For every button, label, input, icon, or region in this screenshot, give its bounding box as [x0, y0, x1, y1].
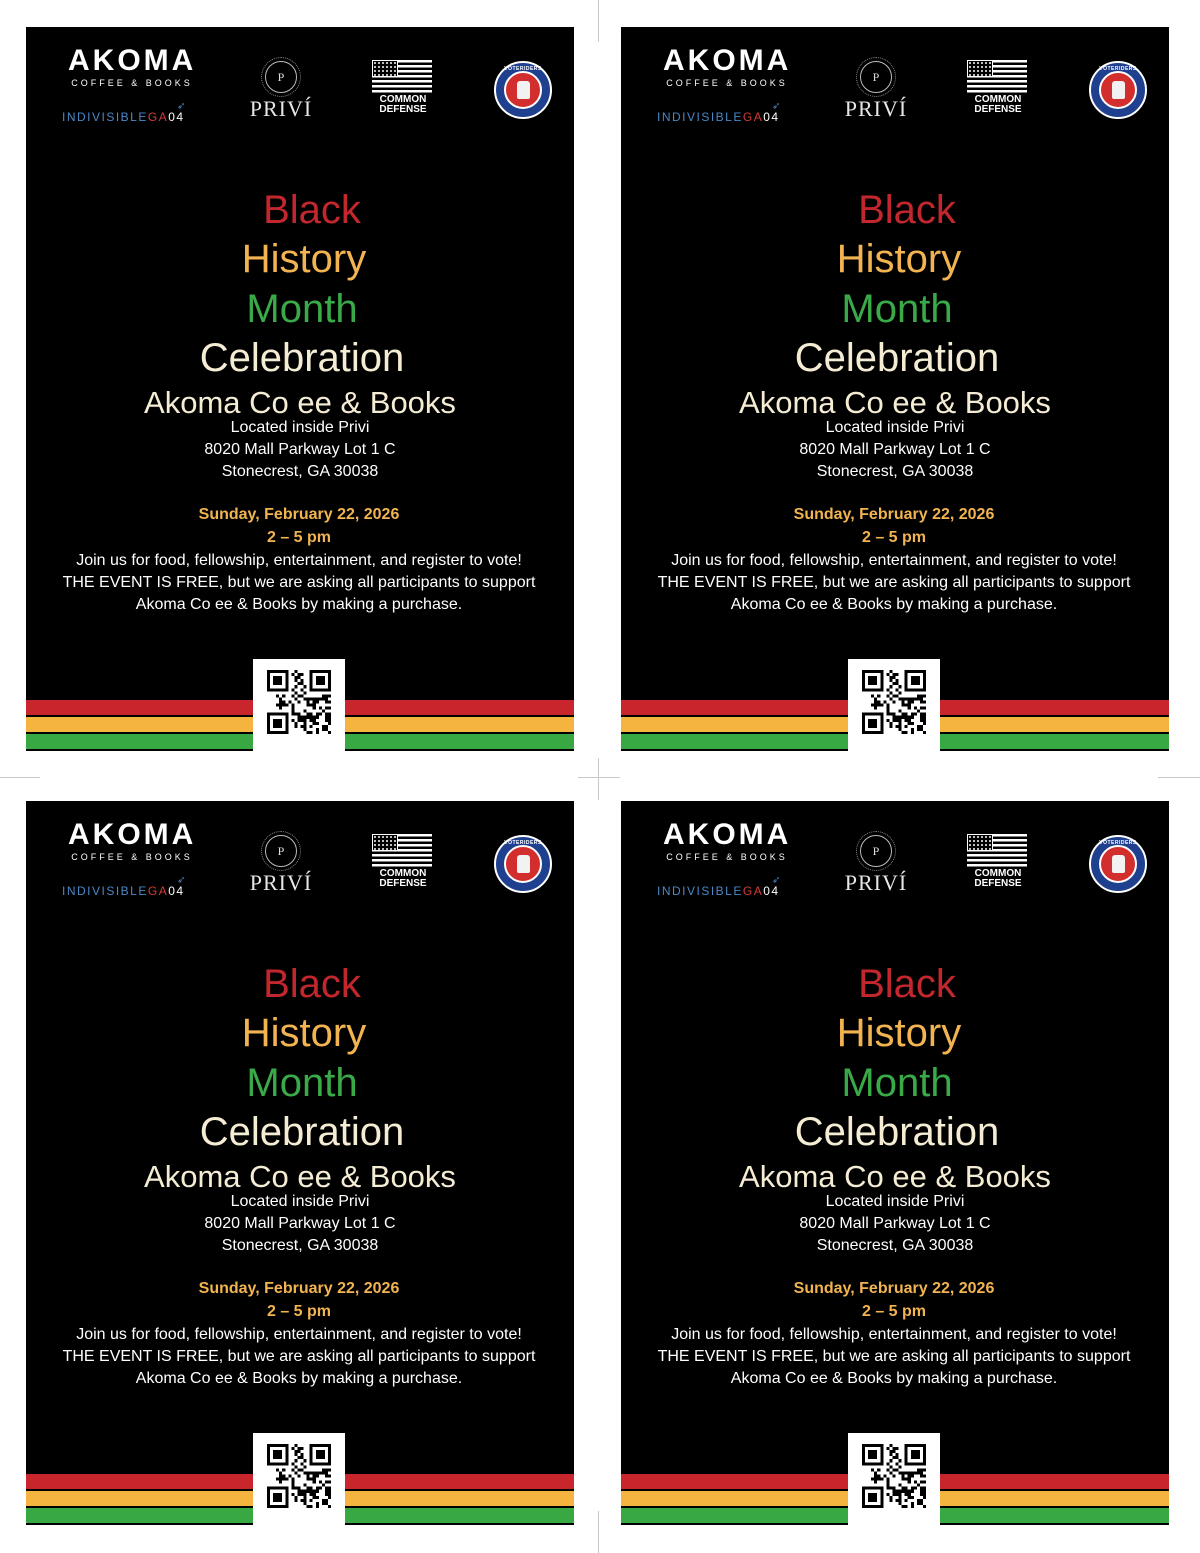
address-line: Located inside Privi [825, 419, 965, 436]
privi-logo-word: PRIVÍ [844, 96, 908, 121]
address-line: Located inside Privi [825, 1193, 965, 1210]
common-defense-logo [967, 834, 1029, 889]
stripe-red [621, 700, 848, 715]
indivisible-ga04-logo [62, 101, 187, 124]
stripe-yellow [940, 1491, 1169, 1506]
crop-mark [598, 1511, 599, 1553]
voteriders-logo [1089, 61, 1147, 119]
indivisible-word: INDIVISIBLE [62, 884, 148, 898]
stripe-red [26, 1474, 253, 1489]
indivisible-num: 04 [763, 884, 780, 898]
address-line: Stonecrest, GA 30038 [221, 463, 379, 480]
crop-mark [0, 777, 40, 778]
raised-fist-icon [517, 81, 530, 99]
hummingbird-icon: ➶ [772, 101, 782, 112]
indivisible-ga: GA [742, 884, 764, 898]
akoma-logo-subtitle: COFFEE & BOOKS [71, 78, 193, 88]
akoma-logo [68, 819, 196, 862]
qr-code[interactable] [848, 659, 940, 751]
event-description-line: Join us for food, fellowship, entertainment, and register to vote! [76, 1326, 522, 1343]
address-line: Located inside Privi [230, 419, 370, 436]
privi-logo [244, 835, 318, 896]
event-date: Sunday, February 22, 2026 [793, 506, 995, 523]
stripe-red [26, 700, 253, 715]
address-line: Stonecrest, GA 30038 [221, 1237, 379, 1254]
event-time: 2 – 5 pm [861, 529, 927, 546]
indivisible-num: 04 [168, 110, 185, 124]
event-date: Sunday, February 22, 2026 [198, 1280, 400, 1297]
akoma-logo-subtitle: COFFEE & BOOKS [666, 78, 788, 88]
stripe-yellow [621, 1491, 848, 1506]
crop-mark [598, 758, 599, 800]
privi-seal-icon: P [860, 835, 892, 867]
event-time: 2 – 5 pm [861, 1303, 927, 1320]
title-month: Month [246, 287, 358, 331]
akoma-logo-subtitle: COFFEE & BOOKS [71, 852, 193, 862]
venue-name: Akoma Co ee & Books [739, 1159, 1051, 1194]
event-date: Sunday, February 22, 2026 [198, 506, 400, 523]
qr-code[interactable] [253, 1433, 345, 1525]
common-defense-logo [372, 834, 434, 889]
stripe-green [26, 1508, 253, 1523]
indivisible-ga: GA [742, 110, 764, 124]
akoma-logo-word: AKOMA [68, 818, 197, 851]
stripe-red [345, 1474, 574, 1489]
akoma-logo [663, 45, 791, 88]
flyer [621, 801, 1169, 1525]
stripe-yellow [26, 1491, 253, 1506]
privi-seal-icon: P [265, 61, 297, 93]
indivisible-word: INDIVISIBLE [657, 884, 743, 898]
raised-fist-icon [1112, 81, 1125, 99]
common-defense-text: COMMON DEFENSE [974, 94, 1022, 115]
voteriders-text: VOTERIDERS [504, 66, 542, 72]
common-defense-logo [967, 60, 1029, 115]
crop-mark [598, 0, 599, 42]
venue-name: Akoma Co ee & Books [144, 1159, 456, 1194]
event-description-line: THE EVENT IS FREE, but we are asking all participants to support [62, 574, 536, 591]
akoma-logo-word: AKOMA [68, 44, 197, 77]
privi-logo-word: PRIVÍ [249, 870, 313, 895]
stripe-green [26, 734, 253, 749]
stripe-yellow [345, 1491, 574, 1506]
crop-mark [578, 777, 620, 778]
qr-code-icon [862, 670, 926, 734]
stripe-green [940, 1508, 1169, 1523]
common-defense-text: COMMON DEFENSE [974, 868, 1022, 889]
voteriders-logo [1089, 835, 1147, 893]
event-description-line: THE EVENT IS FREE, but we are asking all participants to support [657, 574, 1131, 591]
title-black: Black [263, 962, 361, 1006]
hummingbird-icon: ➶ [177, 875, 187, 886]
voteriders-logo [494, 835, 552, 893]
privi-seal-icon: P [265, 835, 297, 867]
indivisible-num: 04 [168, 884, 185, 898]
indivisible-word: INDIVISIBLE [62, 110, 148, 124]
privi-logo [839, 835, 913, 896]
flyer [26, 801, 574, 1525]
event-description-line: Join us for food, fellowship, entertainment, and register to vote! [671, 1326, 1117, 1343]
address-line: Located inside Privi [230, 1193, 370, 1210]
venue-name: Akoma Co ee & Books [739, 385, 1051, 420]
title-history: History [241, 237, 367, 281]
privi-logo-word: PRIVÍ [249, 96, 313, 121]
title-black: Black [263, 188, 361, 232]
address-line: Stonecrest, GA 30038 [816, 1237, 974, 1254]
stripe-yellow [345, 717, 574, 732]
event-time: 2 – 5 pm [266, 1303, 332, 1320]
indivisible-ga04-logo [657, 875, 782, 898]
event-description-line: Akoma Co ee & Books by making a purchase. [135, 596, 463, 613]
akoma-logo-subtitle: COFFEE & BOOKS [666, 852, 788, 862]
title-month: Month [841, 287, 953, 331]
indivisible-num: 04 [763, 110, 780, 124]
title-celebration: Celebration [199, 336, 405, 380]
title-black: Black [858, 188, 956, 232]
stripe-green [621, 1508, 848, 1523]
flyer [26, 27, 574, 751]
hummingbird-icon: ➶ [177, 101, 187, 112]
event-description-line: Akoma Co ee & Books by making a purchase. [730, 1370, 1058, 1387]
event-description-line: Akoma Co ee & Books by making a purchase. [730, 596, 1058, 613]
title-celebration: Celebration [199, 1110, 405, 1154]
address-line: 8020 Mall Parkway Lot 1 C [799, 1215, 991, 1232]
stripe-green [621, 734, 848, 749]
event-description-line: Join us for food, fellowship, entertainment, and register to vote! [76, 552, 522, 569]
qr-code[interactable] [848, 1433, 940, 1525]
title-month: Month [841, 1061, 953, 1105]
qr-code-icon [267, 1444, 331, 1508]
voteriders-text: VOTERIDERS [504, 840, 542, 846]
event-description-line: THE EVENT IS FREE, but we are asking all participants to support [62, 1348, 536, 1365]
stripe-green [940, 734, 1169, 749]
title-celebration: Celebration [794, 336, 1000, 380]
akoma-logo [68, 45, 196, 88]
common-defense-text: COMMON DEFENSE [379, 94, 427, 115]
title-month: Month [246, 1061, 358, 1105]
flyer [621, 27, 1169, 751]
indivisible-word: INDIVISIBLE [657, 110, 743, 124]
stripe-red [621, 1474, 848, 1489]
title-celebration: Celebration [794, 1110, 1000, 1154]
crop-mark [1158, 777, 1200, 778]
stripe-green [345, 1508, 574, 1523]
akoma-logo-word: AKOMA [663, 818, 792, 851]
stripe-red [940, 1474, 1169, 1489]
qr-code-icon [862, 1444, 926, 1508]
title-history: History [836, 237, 962, 281]
event-date: Sunday, February 22, 2026 [793, 1280, 995, 1297]
privi-logo-word: PRIVÍ [844, 870, 908, 895]
common-defense-text: COMMON DEFENSE [379, 868, 427, 889]
address-line: 8020 Mall Parkway Lot 1 C [204, 1215, 396, 1232]
indivisible-ga04-logo [657, 101, 782, 124]
akoma-logo-word: AKOMA [663, 44, 792, 77]
us-flag-icon [967, 60, 1027, 93]
event-time: 2 – 5 pm [266, 529, 332, 546]
indivisible-ga: GA [147, 110, 169, 124]
address-line: 8020 Mall Parkway Lot 1 C [799, 441, 991, 458]
voteriders-logo [494, 61, 552, 119]
privi-logo [244, 61, 318, 122]
indivisible-ga04-logo [62, 875, 187, 898]
voteriders-text: VOTERIDERS [1099, 840, 1137, 846]
stripe-red [940, 700, 1169, 715]
common-defense-logo [372, 60, 434, 115]
qr-code[interactable] [253, 659, 345, 751]
title-history: History [241, 1011, 367, 1055]
stripe-yellow [940, 717, 1169, 732]
hummingbird-icon: ➶ [772, 875, 782, 886]
privi-logo [839, 61, 913, 122]
title-history: History [836, 1011, 962, 1055]
akoma-logo [663, 819, 791, 862]
us-flag-icon [372, 834, 432, 867]
us-flag-icon [372, 60, 432, 93]
voteriders-text: VOTERIDERS [1099, 66, 1137, 72]
venue-name: Akoma Co ee & Books [144, 385, 456, 420]
event-description-line: Join us for food, fellowship, entertainment, and register to vote! [671, 552, 1117, 569]
event-description-line: Akoma Co ee & Books by making a purchase. [135, 1370, 463, 1387]
indivisible-ga: GA [147, 884, 169, 898]
stripe-yellow [26, 717, 253, 732]
stripe-green [345, 734, 574, 749]
qr-code-icon [267, 670, 331, 734]
stripe-red [345, 700, 574, 715]
stripe-yellow [621, 717, 848, 732]
event-description-line: THE EVENT IS FREE, but we are asking all participants to support [657, 1348, 1131, 1365]
privi-seal-icon: P [860, 61, 892, 93]
address-line: 8020 Mall Parkway Lot 1 C [204, 441, 396, 458]
title-black: Black [858, 962, 956, 1006]
raised-fist-icon [517, 855, 530, 873]
address-line: Stonecrest, GA 30038 [816, 463, 974, 480]
raised-fist-icon [1112, 855, 1125, 873]
us-flag-icon [967, 834, 1027, 867]
